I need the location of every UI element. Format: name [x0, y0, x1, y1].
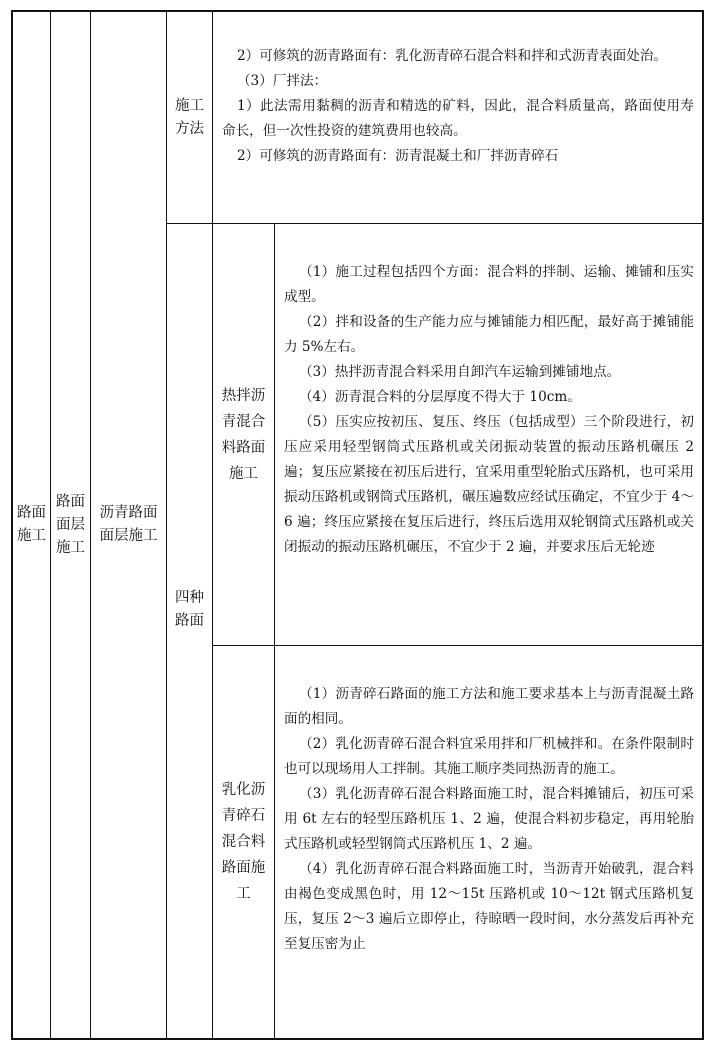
column-asphalt-surface: 沥青路面面层施工 [99, 505, 158, 544]
method-paragraph: （3）厂拌法： [236, 73, 328, 89]
label-construction-method: 施工方法 [175, 97, 204, 137]
emulsified-content [284, 682, 694, 957]
method-paragraph: 2）可修筑的沥青路面有：乳化沥青碎石混合料和拌和式沥青表面处治。 [236, 48, 668, 64]
hot-mix-paragraph: （3）热拌沥青混合料采用自卸汽车运输到摊铺地点。 [298, 364, 621, 380]
method-paragraph: 1）此法需用黏稠的沥青和精选的矿料，因此，混合料质量高，路面使用寿命长，但一次性投资的建筑费用也较高。 [222, 98, 694, 139]
emulsified-paragraph: （2）乳化沥青碎石混合料宜采用拌和厂机械拌和。在条件限制时也可以现场用人工拌制。其施工顺序类同热沥青的施工。 [284, 736, 694, 777]
label-four-pavements: 四种路面 [175, 590, 204, 629]
method-paragraph: 2）可修筑的沥青路面有：沥青混凝土和厂拌沥青碎石 [236, 148, 559, 164]
hot-mix-paragraph: （5）压实应按初压、复压、终压（包括成型）三个阶段进行，初压应采用轻型钢筒式压路机或关闭振动装置的振动压路机碾压 2 遍；复压应紧接在初压后进行，宜采用重型轮胎式压路机，也可采用振动压路机或钢筒式压路机，碾压遍数应经试压确定，不宜少于 4～6 遍；终压应紧接在复压后进行，终压后选用双轮钢筒式压路机或关闭振动的振动压路机碾压，不宜少于 2 遍，并要求压后无轮迹 [284, 414, 694, 555]
label-emulsified: 乳化沥青碎石混合料路面施工 [221, 782, 266, 902]
emulsified-paragraph: （4）乳化沥青碎石混合料路面施工时，当沥青开始破乳，混合料由褐色变成黑色时，用 12～15t 压路机或 10～12t 钢式压路机复压，复压 2～3 遍后立即停止，待晾晒一段时间，水分蒸发后再补充至复压密为止 [284, 861, 694, 952]
method-content [222, 44, 694, 169]
hot-mix-content [284, 260, 694, 560]
column-surface-layer: 路面面层施工 [56, 493, 85, 556]
emulsified-paragraph: （3）乳化沥青碎石混合料路面施工时，混合料摊铺后，初压可采用 6t 左右的轻型压路机压 1、2 遍，使混合料初步稳定，再用轮胎式压路机或轻型钢筒式压路机压 1、2 遍。 [284, 786, 694, 852]
hot-mix-paragraph: （4）沥青混合料的分层厚度不得大于 10cm。 [298, 389, 581, 405]
hot-mix-paragraph: （2）拌和设备的生产能力应与摊铺能力相匹配，最好高于摊铺能力 5%左右。 [284, 314, 694, 355]
column-road-construction: 路面施工 [17, 505, 46, 544]
hot-mix-paragraph: （1）施工过程包括四个方面：混合料的拌制、运输、摊铺和压实成型。 [284, 264, 694, 305]
grid-line [274, 224, 275, 1040]
emulsified-paragraph: （1）沥青碎石路面的施工方法和施工要求基本上与沥青混凝土路面的相同。 [284, 686, 694, 727]
label-hot-mix: 热拌沥青混合料路面施工 [221, 387, 266, 482]
grid-line [212, 645, 704, 646]
